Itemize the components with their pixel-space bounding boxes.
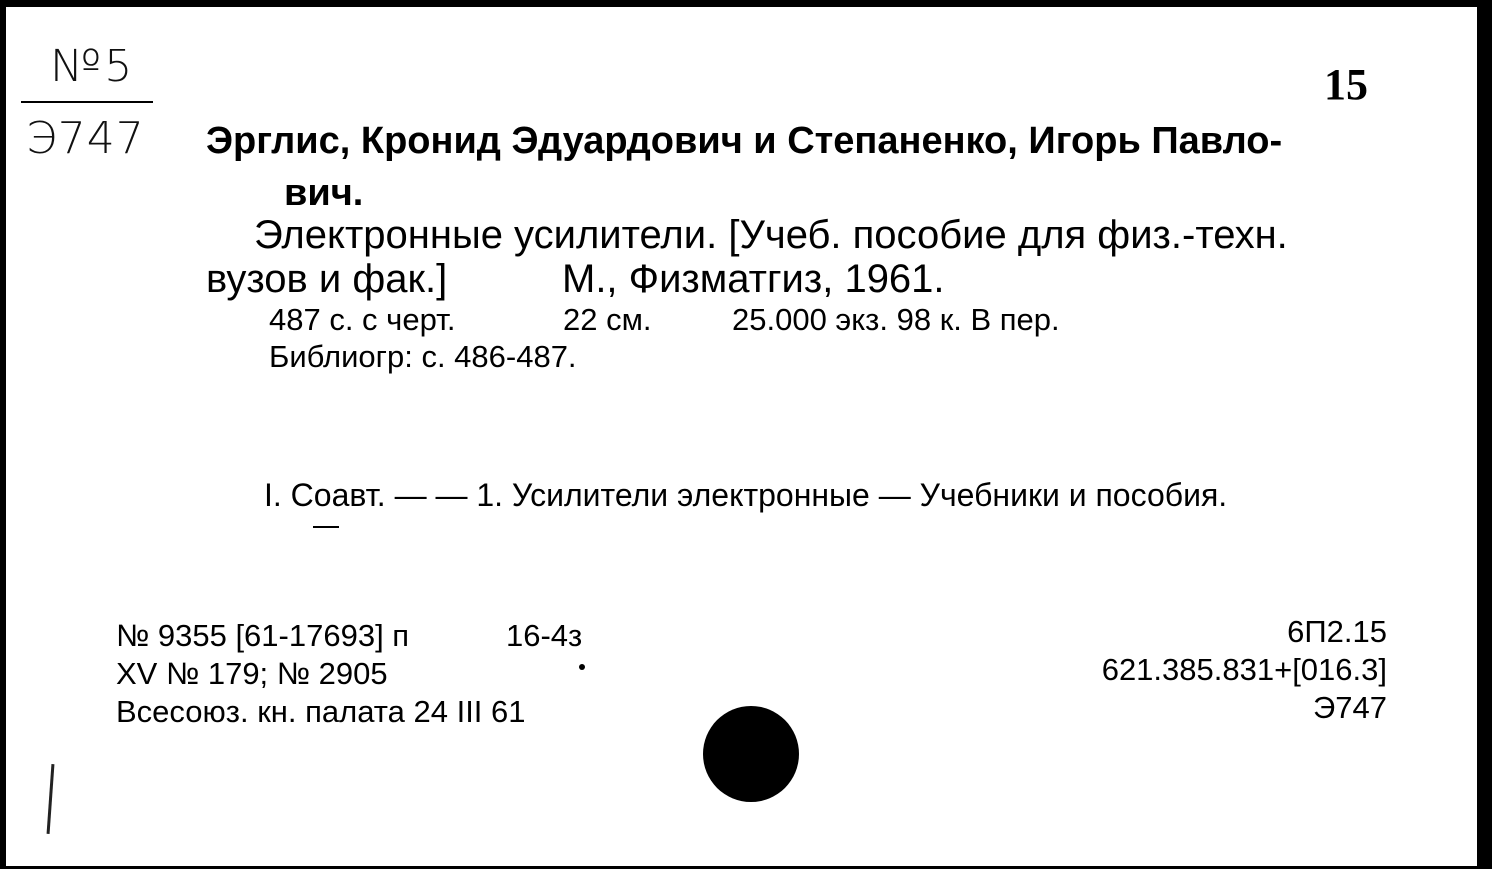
copies-price: 25.000 экз. 98 к. В пер.: [732, 302, 1060, 337]
author-heading-line1: Эрглис, Кронид Эдуардович и Степаненко, Игорь Павло-: [206, 120, 1283, 162]
call-number-top: №5: [50, 41, 136, 92]
physical-pages: 487 с. с черт.: [269, 302, 456, 337]
punch-hole: [703, 706, 799, 802]
classification-bbk: 6П2.15: [1287, 614, 1387, 649]
title-line1: Электронные усилители. [Учеб. пособие для физ.-техн.: [254, 213, 1288, 257]
author-heading-line2: вич.: [284, 172, 364, 214]
call-number-divider: [21, 101, 153, 103]
title-line2: вузов и фак.]: [206, 257, 448, 301]
tracing-underline: [313, 526, 339, 528]
footer-series: XV № 179; № 2905: [116, 656, 388, 691]
ink-dot: [579, 664, 585, 670]
catalog-card: [6, 7, 1477, 866]
physical-size: 22 см.: [563, 302, 652, 337]
classification-block: [1102, 613, 1387, 727]
classification-udc: 621.385.831+[016.3]: [1101, 652, 1387, 687]
card-number: 15: [1324, 60, 1368, 109]
footer-record-number: № 9355 [61-17693] п: [116, 618, 410, 653]
footer-code: 16-4з: [506, 618, 583, 653]
tracings: I. Соавт. — — 1. Усилители электронные — Учебники и пособия.: [264, 477, 1228, 513]
footer-chamber: Всесоюз. кн. палата 24 III 61: [116, 694, 526, 729]
call-number-bottom: Э747: [26, 113, 145, 164]
imprint: М., Физматгиз, 1961.: [562, 257, 945, 301]
bibliography-note: Библиогр: с. 486-487.: [269, 339, 577, 374]
pen-mark: [47, 764, 55, 834]
classification-author-mark: Э747: [1312, 690, 1387, 725]
